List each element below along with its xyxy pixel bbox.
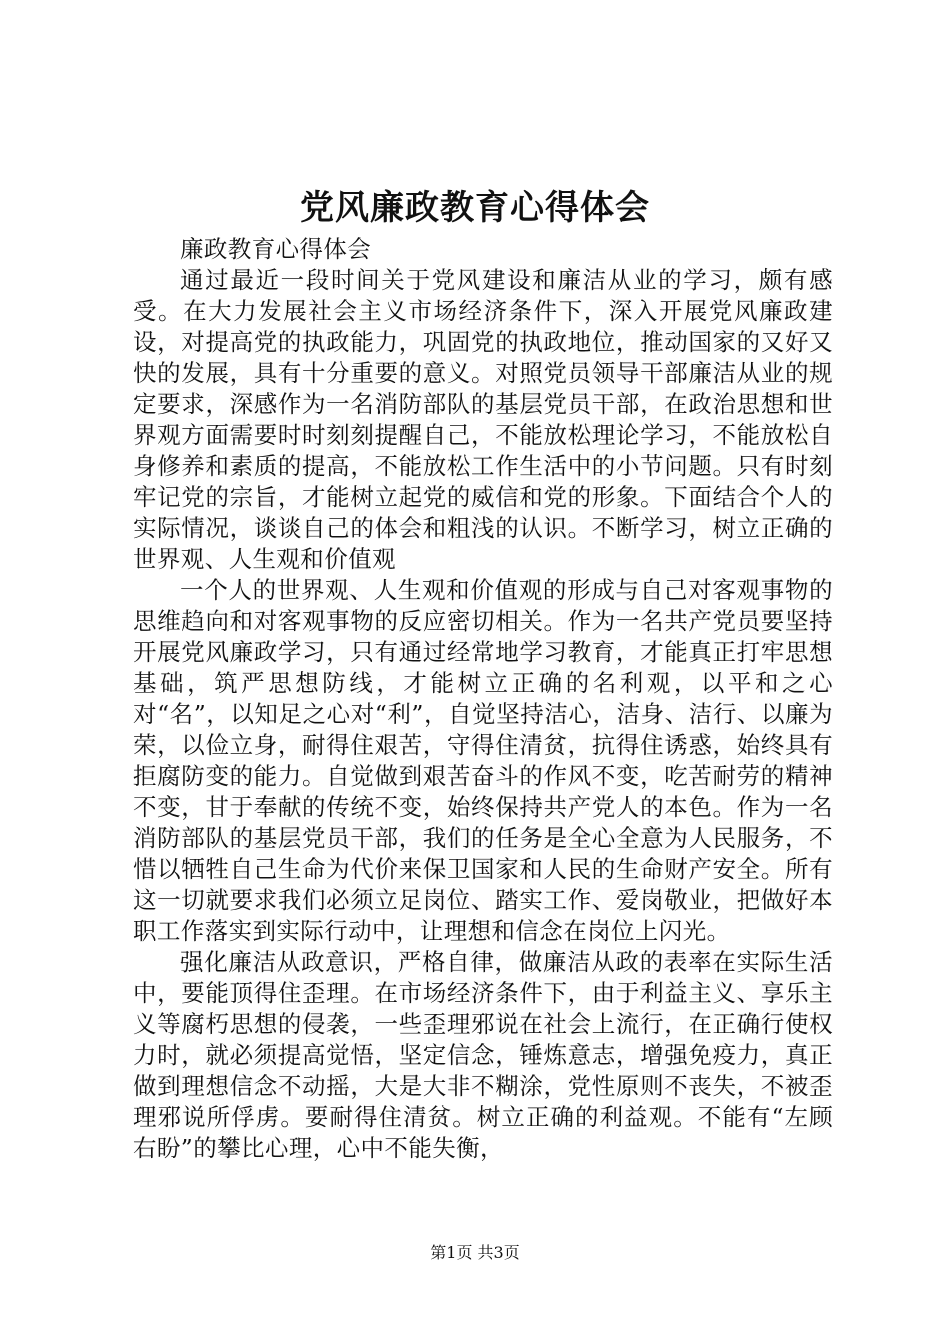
document-body — [133, 234, 833, 1164]
subtitle-paragraph: 廉政教育心得体会 — [180, 235, 372, 263]
body-paragraph: 强化廉洁从政意识，严格自律，做廉洁从政的表率在实际生活中，要能顶得住歪理。在市场经济条件下，由于利益主义、享乐主义等腐朽思想的侵袭，一些歪理邪说在社会上流行，在正确行使权力时，就必须提高觉悟，坚定信念，锤炼意志，增强免疫力，真正做到理想信念不动摇，大是大非不糊涂，党性原则不丧失，不被歪理邪说所俘虏。要耐得住清贫。树立正确的利益观。不能有“左顾右盼”的攀比心理，心中不能失衡， — [133, 948, 833, 1162]
page-footer: 第1页 共3页 — [430, 1243, 520, 1262]
body-paragraph: 一个人的世界观、人生观和价值观的形成与自己对客观事物的思维趋向和对客观事物的反应密切相关。作为一名共产党员要坚持开展党风廉政学习，只有通过经常地学习教育，才能真正打牢思想基础，筑严思想防线，才能树立正确的名利观，以平和之心对“名”，以知足之心对“利”，自觉坚持洁心，洁身、洁行、以廉为荣，以俭立身，耐得住艰苦，守得住清贫，抗得住诱惑，始终具有拒腐防变的能力。自觉做到艰苦奋斗的作风不变，吃苦耐劳的精神不变，甘于奉献的传统不变，始终保持共产党人的本色。作为一名消防部队的基层党员干部，我们的任务是全心全意为人民服务，不惜以牺牲自己生命为代价来保卫国家和人民的生命财产安全。所有这一切就要求我们必须立足岗位、踏实工作、爱岗敬业，把做好本职工作落实到实际行动中，让理想和信念在岗位上闪光。 — [133, 576, 833, 945]
document-title: 党风廉政教育心得体会 — [300, 188, 650, 228]
body-paragraph: 通过最近一段时间关于党风建设和廉洁从业的学习，颇有感受。在大力发展社会主义市场经济条件下，深入开展党风廉政建设，对提高党的执政能力，巩固党的执政地位，推动国家的又好又快的发展，具有十分重要的意义。对照党员领导干部廉洁从业的规定要求，深感作为一名消防部队的基层党员干部，在政治思想和世界观方面需要时时刻刻提醒自己，不能放松理论学习，不能放松自身修养和素质的提高，不能放松工作生活中的小节问题。只有时刻牢记党的宗旨，才能树立起党的威信和党的形象。下面结合个人的实际情况，谈谈自己的体会和粗浅的认识。不断学习，树立正确的世界观、人生观和价值观 — [133, 266, 833, 573]
